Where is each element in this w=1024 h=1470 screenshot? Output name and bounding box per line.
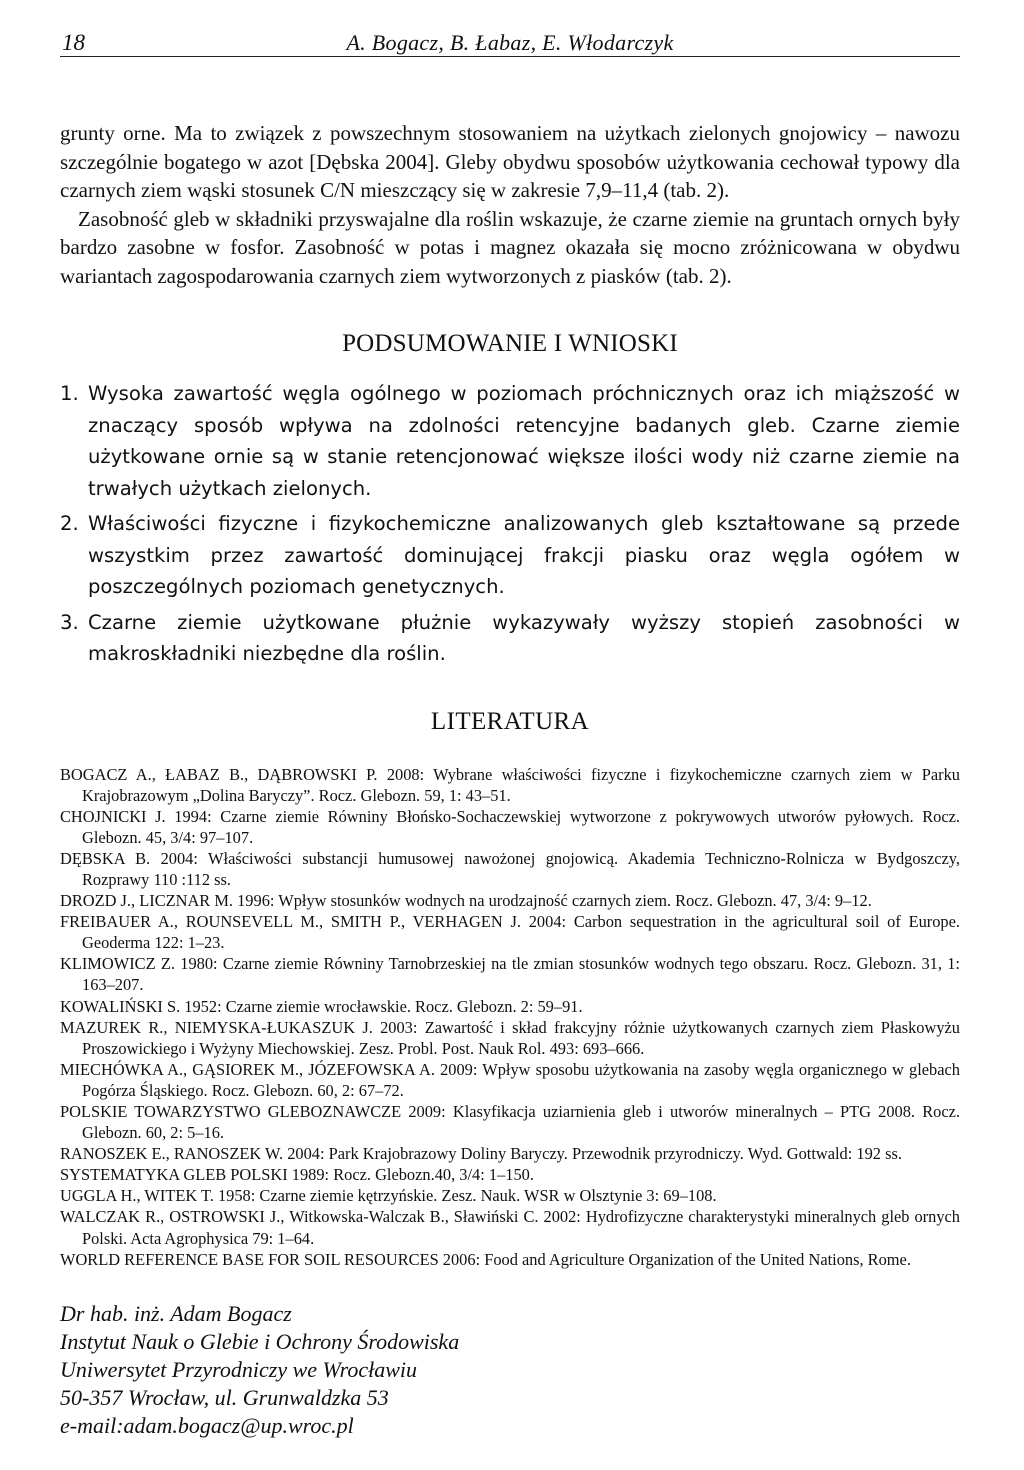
reference-item: KLIMOWICZ Z. 1980: Czarne ziemie Równiny Tarnobrzeskiej na tle zmian stosunków wodnych tego obszaru. Rocz. Glebozn. 31, 1: 163–207.	[60, 954, 960, 995]
reference-item: SYSTEMATYKA GLEB POLSKI 1989: Rocz. Glebozn.40, 3/4: 1–150.	[60, 1165, 534, 1185]
section-heading-summary: PODSUMOWANIE I WNIOSKI	[342, 330, 678, 357]
conclusion-item	[60, 607, 960, 670]
reference-item: WALCZAK R., OSTROWSKI J., Witkowska-Walczak B., Sławiński C. 2002: Hydrofizyczne charakterystyki mineralnych gleb ornych Polski. Acta Agrophysica 79: 1–64.	[60, 1207, 960, 1248]
reference-item: BOGACZ A., ŁABAZ B., DĄBROWSKI P. 2008: Wybrane właściwości fizyczne i fizykochemiczne czarnych ziem w Parku Krajobrazowym „Dolina Baryczy”. Rocz. Glebozn. 59, 1: 43–51.	[60, 764, 960, 805]
page-number: 18	[62, 30, 85, 55]
email-address[interactable]: e-mail:adam.bogacz@up.wroc.pl	[60, 1412, 354, 1438]
reference-item: UGGLA H., WITEK T. 1958: Czarne ziemie kętrzyńskie. Zesz. Nauk. WSR w Olsztynie 3: 69–108.	[60, 1186, 717, 1206]
author-name: Dr hab. inż. Adam Bogacz	[60, 1300, 292, 1326]
reference-item: WORLD REFERENCE BASE FOR SOIL RESOURCES 2006: Food and Agriculture Organization of the United Nations, Rome.	[60, 1249, 911, 1269]
reference-item: KOWALIŃSKI S. 1952: Czarne ziemie wrocławskie. Rocz. Glebozn. 2: 59–91.	[60, 996, 583, 1016]
reference-item: MAZUREK R., NIEMYSKA-ŁUKASZUK J. 2003: Zawartość i skład frakcyjny różnie użytkowanych czarnych ziem Płaskowyżu Proszowickiego i Wyżyny Miechowskiej. Zesz. Probl. Post. Nauk Rol. 493: 693–666.	[60, 1017, 960, 1058]
conclusion-number: 3.	[60, 610, 79, 634]
reference-list	[60, 764, 960, 1270]
section-heading-literatura: LITERATURA	[430, 707, 590, 735]
reference-item: FREIBAUER A., ROUNSEVELL M., SMITH P., VERHAGEN J. 2004: Carbon sequestration in the agricultural soil of Europe. Geoderma 122: 1–23.	[60, 912, 960, 953]
conclusion-item	[60, 378, 960, 504]
institute-name: Instytut Nauk o Glebie i Ochrony Środowiska	[60, 1328, 460, 1354]
paragraph: Zasobność gleb w składniki przyswajalne dla roślin wskazuje, że czarne ziemie na gruntach ornych były bardzo zasobne w fosfor. Zasobność w potas i magnez okazała się mocno zróżnicowana w obydwu wariantach zagospodarowania czarnych ziem wytworzonych z piasków (tab. 2).	[60, 206, 960, 288]
conclusions-list	[60, 378, 960, 670]
running-head-authors: A. Bogacz, B. Łabaz, E. Włodarczyk	[346, 30, 674, 55]
paragraph: grunty orne. Ma to związek z powszechnym stosowaniem na użytkach zielonych gnojowicy – nawozu szczególnie bogatego w azot [Dębska 2004]. Gleby obydwu sposobów użytkowania cechował typowy dla czarnych ziem wąski stosunek C/N mieszczący się w zakresie 7,9–11,4 (tab. 2).	[60, 121, 960, 202]
reference-item: DĘBSKA B. 2004: Właściwości substancji humusowej nawożonej gnojowicą. Akademia Techniczno-Rolnicza w Bydgoszczy, Rozprawy 110 :112 ss.	[60, 848, 960, 889]
reference-item: CHOJNICKI J. 1994: Czarne ziemie Równiny Błońsko-Sochaczewskiej wytworzone z pokrywowych utworów pyłowych. Rocz. Glebozn. 45, 3/4: 97–107.	[60, 806, 960, 847]
conclusion-text: Właściwości fizyczne i fizykochemiczne analizowanych gleb kształtowane są przede wszystkim przez zawartość dominującej frakcji piasku oraz węgla ogółem w poszczególnych poziomach genetycznych.	[88, 512, 960, 598]
reference-item: RANOSZEK E., RANOSZEK W. 2004: Park Krajobrazowy Doliny Baryczy. Przewodnik przyrodniczy. Wyd. Gottwald: 192 ss.	[60, 1144, 902, 1164]
journal-page	[60, 22, 960, 1440]
university-name: Uniwersytet Przyrodniczy we Wrocławiu	[60, 1356, 418, 1382]
body-text	[60, 119, 960, 290]
reference-item: POLSKIE TOWARZYSTWO GLEBOZNAWCZE 2009: Klasyfikacja uziarnienia gleb i utworów mineralnych – PTG 2008. Rocz. Glebozn. 60, 2: 5–16.	[60, 1102, 960, 1143]
conclusion-item	[60, 508, 960, 603]
page-header	[60, 22, 960, 57]
conclusion-text: Wysoka zawartość węgla ogólnego w poziomach próchnicznych oraz ich miąższość w znaczący sposób wpływa na zdolności retencyjne badanych gleb. Czarne ziemie użytkowane ornie są w stanie retencjonować większe ilości wody niż czarne ziemie na trwałych użytkach zielonych.	[88, 382, 960, 500]
postal-address: 50-357 Wrocław, ul. Grunwaldzka 53	[60, 1384, 389, 1410]
reference-item: MIECHÓWKA A., GĄSIOREK M., JÓZEFOWSKA A. 2009: Wpływ sposobu użytkowania na zasoby węgla organicznego w glebach Pogórza Śląskiego. Rocz. Glebozn. 60, 2: 67–72.	[60, 1059, 960, 1100]
conclusion-text: Czarne ziemie użytkowane płużnie wykazywały wyższy stopień zasobności w makroskładniki niezbędne dla roślin.	[88, 610, 960, 665]
conclusion-number: 2.	[60, 512, 79, 535]
reference-item: DROZD J., LICZNAR M. 1996: Wpływ stosunków wodnych na urodzajność czarnych ziem. Rocz. Glebozn. 47, 3/4: 9–12.	[60, 891, 872, 911]
author-address	[60, 1300, 960, 1440]
conclusion-number: 1.	[60, 382, 79, 405]
